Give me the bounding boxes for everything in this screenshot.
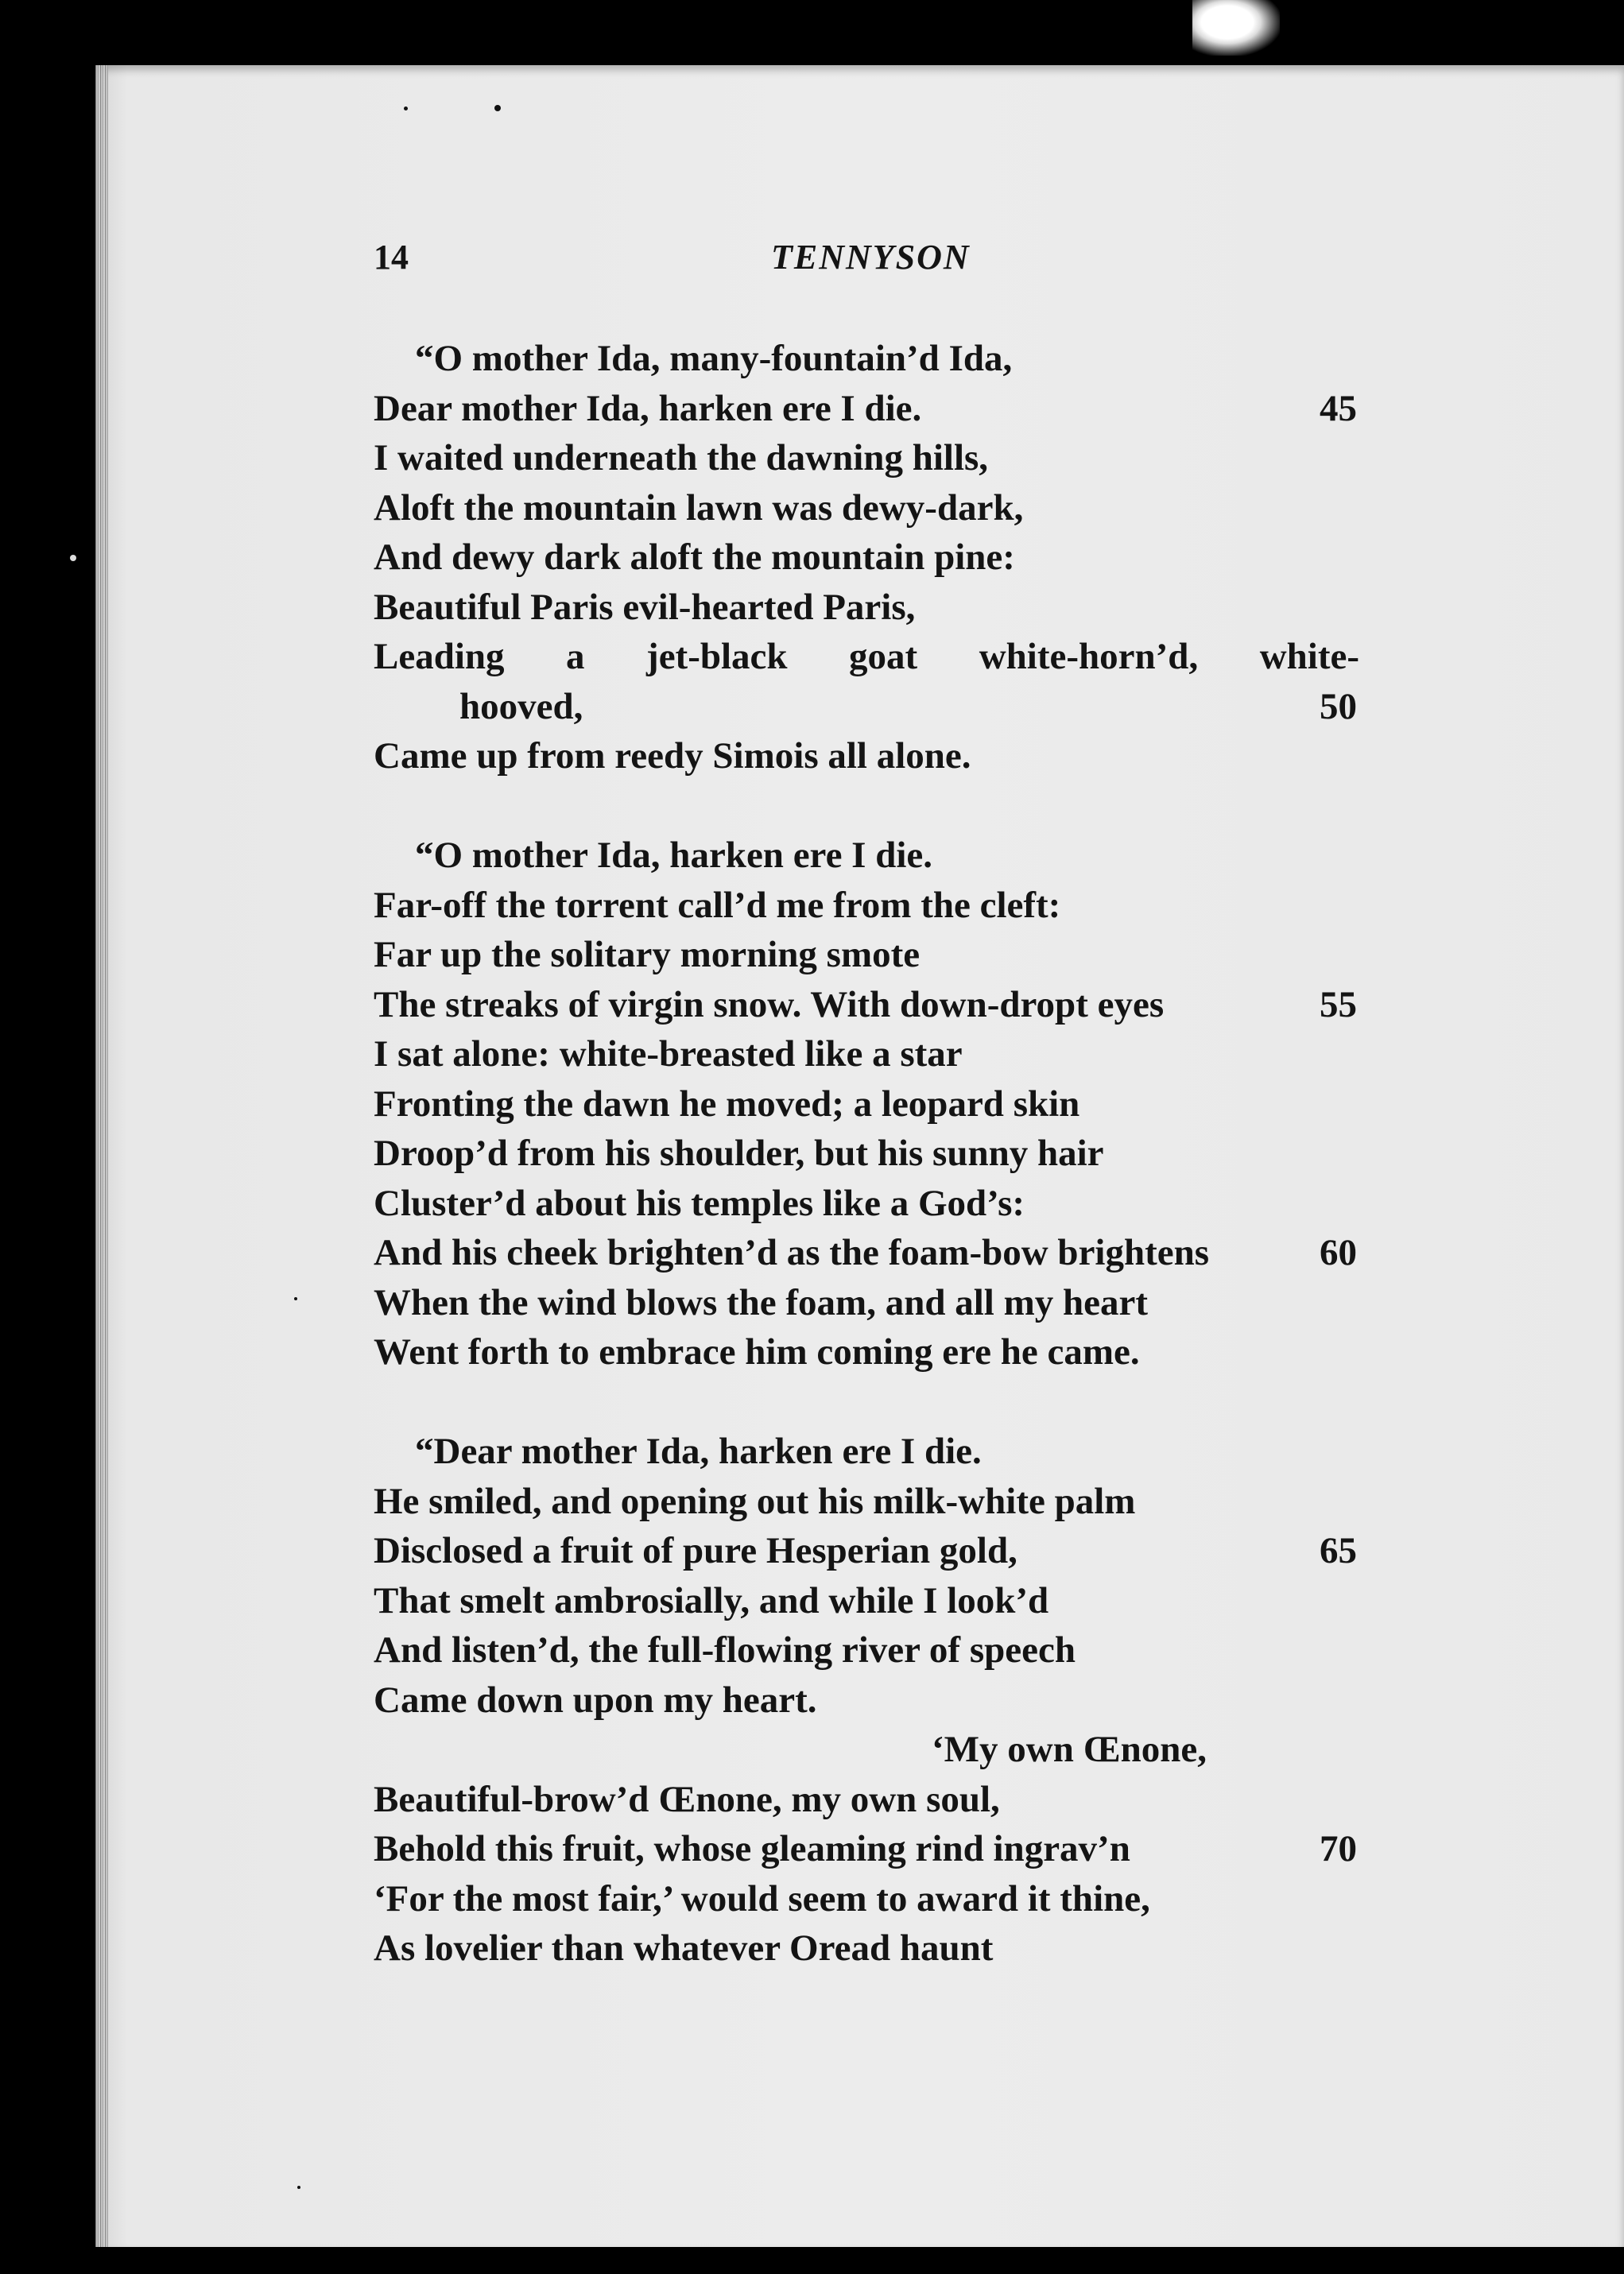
verse-line	[374, 632, 1367, 682]
verse-text: He smiled, and opening out his milk-white palm	[374, 1480, 1136, 1522]
page-number: 14	[374, 238, 409, 277]
verse-line	[374, 1029, 1367, 1079]
verse-text: And dewy dark aloft the mountain pine:	[374, 537, 1015, 578]
verse-line	[374, 1278, 1367, 1328]
verse-line	[374, 1427, 1367, 1477]
stanza-break	[374, 781, 1367, 831]
verse-text: Went forth to embrace him coming ere he came.	[374, 1331, 1140, 1373]
verse-line	[374, 1874, 1367, 1924]
verse-line	[374, 1228, 1367, 1278]
verse-text: I sat alone: white-breasted like a star	[374, 1033, 963, 1075]
verse-line	[374, 930, 1367, 980]
verse-text: I waited underneath the dawning hills,	[374, 437, 989, 478]
verse-line	[374, 1129, 1367, 1179]
verse-line	[374, 682, 1367, 732]
verse-text: Far up the solitary morning smote	[374, 934, 921, 975]
stanza-break	[374, 1377, 1367, 1428]
verse-text: Dear mother Ida, harken ere I die.	[374, 387, 922, 429]
verse-text: That smelt ambrosially, and while I look’d	[374, 1579, 1049, 1621]
verse-text: And his cheek brighten’d as the foam-bow brightens	[374, 1232, 1210, 1273]
verse-line	[374, 1179, 1367, 1229]
verse-line	[374, 384, 1367, 434]
verse-text: Fronting the dawn he moved; a leopard skin	[374, 1083, 1080, 1125]
verse-line	[374, 1576, 1367, 1626]
verse-text: And listen’d, the full-flowing river of speech	[374, 1629, 1076, 1671]
verse-line	[374, 433, 1367, 483]
verse-line	[374, 1327, 1367, 1377]
book-page	[95, 65, 1624, 2247]
verse-text: The streaks of virgin snow. With down-dropt eyes	[374, 983, 1165, 1025]
verse-line	[374, 1526, 1367, 1576]
verse-line	[374, 583, 1367, 633]
running-title: TENNYSON	[771, 238, 971, 277]
verse-line	[374, 1675, 1367, 1726]
ink-speck	[297, 2186, 300, 2189]
verse-text: Droop’d from his shoulder, but his sunny hair	[374, 1133, 1104, 1174]
line-number: 55	[1320, 983, 1357, 1025]
verse-text: “O mother Ida, harken ere I die.	[415, 835, 933, 876]
ink-speck	[494, 105, 501, 111]
poem-text	[374, 334, 1367, 1974]
verse-text: Disclosed a fruit of pure Hesperian gold,	[374, 1530, 1017, 1571]
ink-speck	[404, 107, 408, 110]
verse-text: As lovelier than whatever Oread haunt	[374, 1927, 994, 1969]
verse-text: ‘For the most fair,’ would seem to award it thine,	[374, 1877, 1150, 1920]
verse-line	[374, 533, 1367, 583]
verse-line	[374, 1725, 1367, 1775]
verse-text: Cluster’d about his temples like a God’s:	[374, 1182, 1025, 1224]
verse-text: When the wind blows the foam, and all my heart	[374, 1281, 1149, 1323]
page-header	[374, 237, 1367, 285]
line-number: 65	[1320, 1530, 1357, 1571]
verse-line	[374, 1824, 1367, 1874]
verse-text: “O mother Ida, many-fountain’d Ida,	[415, 338, 1013, 379]
page-gutter-edge	[95, 65, 108, 2247]
verse-text: ‘My own Œnone,	[932, 1729, 1207, 1770]
ink-speck	[70, 555, 76, 561]
line-number: 50	[1320, 685, 1357, 727]
verse-text: Came up from reedy Simois all alone.	[374, 735, 971, 777]
line-number: 60	[1320, 1232, 1357, 1273]
verse-line	[374, 1625, 1367, 1675]
verse-text: Far-off the torrent call’d me from the cleft:	[374, 884, 1061, 926]
verse-line	[374, 1079, 1367, 1129]
verse-text: Came down upon my heart.	[374, 1679, 817, 1721]
film-scratch	[1192, 0, 1280, 56]
verse-line	[374, 1775, 1367, 1825]
verse-text: “Dear mother Ida, harken ere I die.	[415, 1431, 982, 1472]
verse-text: hooved,	[459, 685, 583, 727]
line-number: 45	[1320, 387, 1357, 429]
verse-text: Beautiful Paris evil-hearted Paris,	[374, 586, 916, 628]
verse-line	[374, 1923, 1367, 1974]
verse-line	[374, 881, 1367, 931]
verse-text: Beautiful-brow’d Œnone, my own soul,	[374, 1778, 1000, 1820]
verse-text: Behold this fruit, whose gleaming rind ingrav’n	[374, 1828, 1130, 1869]
verse-line	[374, 1477, 1367, 1527]
line-number: 70	[1320, 1828, 1357, 1869]
verse-line	[374, 731, 1367, 781]
ink-speck	[294, 1297, 297, 1300]
verse-line	[374, 334, 1367, 384]
verse-line	[374, 483, 1367, 533]
verse-line	[374, 980, 1367, 1030]
verse-text: Aloft the mountain lawn was dewy-dark,	[374, 486, 1024, 529]
verse-text: Leading a jet-black goat white-horn’d, white-	[374, 636, 1359, 677]
verse-line	[374, 831, 1367, 881]
